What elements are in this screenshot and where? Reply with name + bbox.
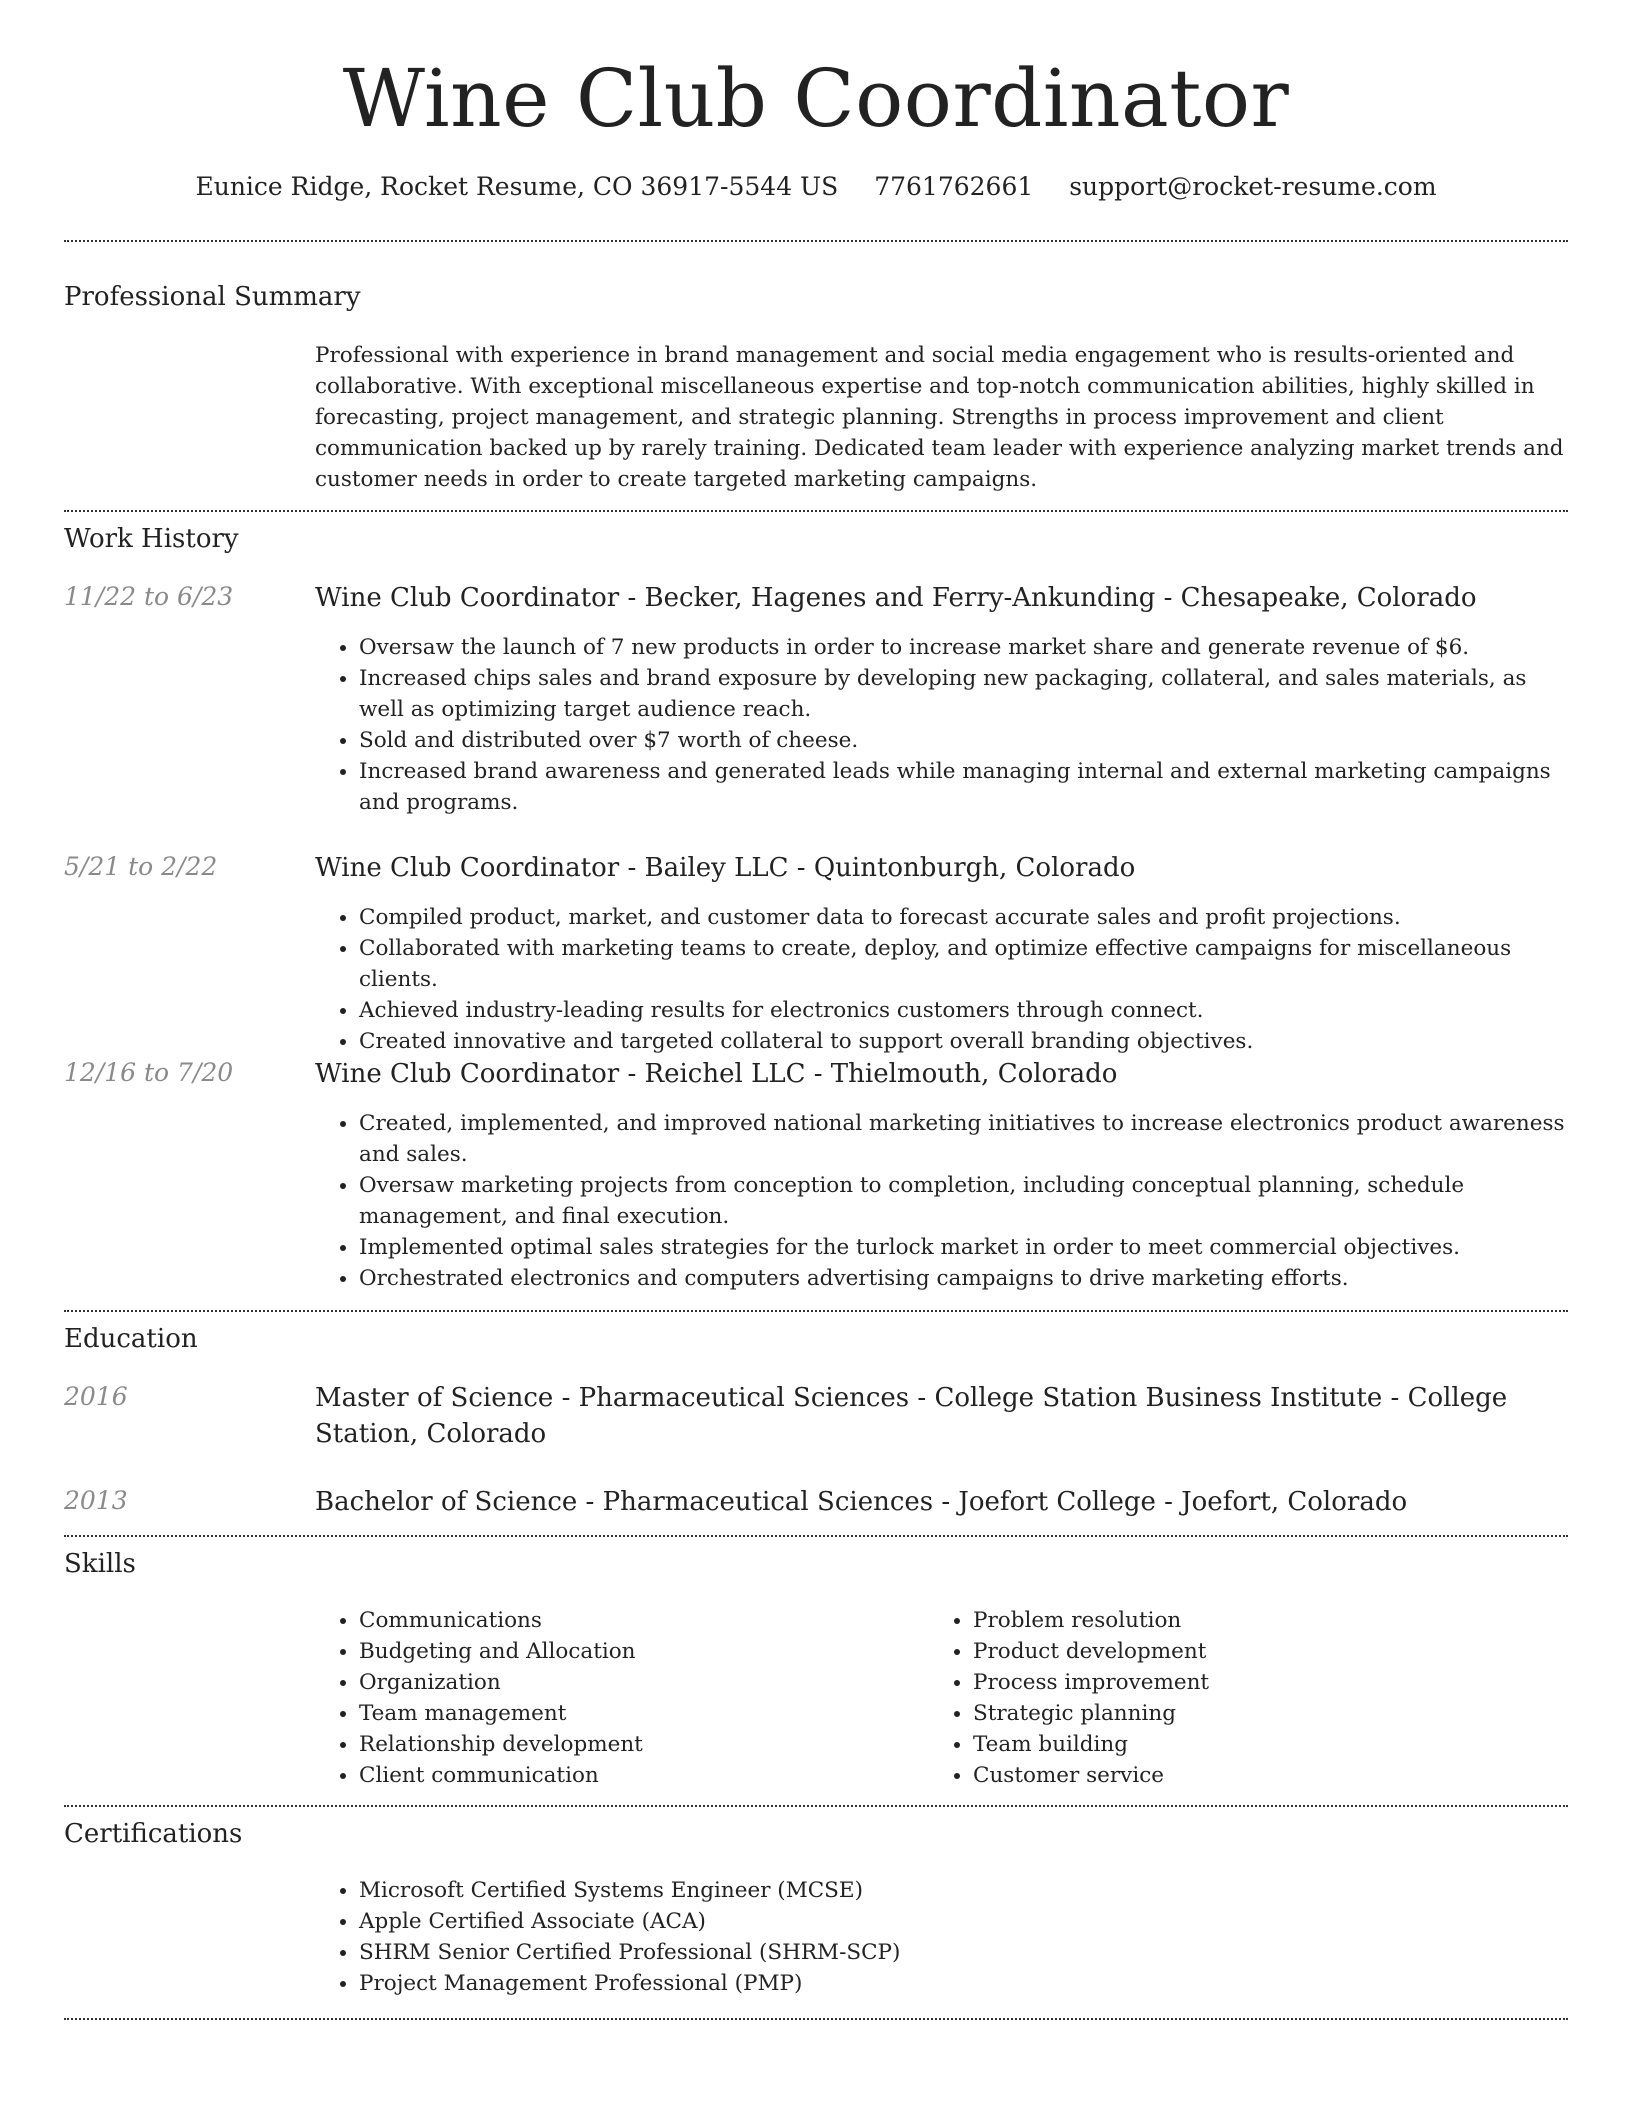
section-title-education: Education — [64, 1324, 198, 1354]
list-item: • Communications — [359, 1605, 875, 1636]
list-item: • Project Management Professional (PMP) — [359, 1968, 1565, 1999]
list-item: • SHRM Senior Certified Professional (SHRM-SCP) — [359, 1937, 1565, 1968]
list-item: • Apple Certified Associate (ACA) — [359, 1906, 1565, 1937]
job-bullets — [315, 632, 1565, 818]
list-item: • Organization — [359, 1667, 875, 1698]
list-item: • Created innovative and targeted collateral to support overall branding objectives. — [359, 1026, 1565, 1057]
list-item: • Client communication — [359, 1760, 875, 1791]
list-item: • Strategic planning — [973, 1698, 1489, 1729]
job-dates: 12/16 to 7/20 — [64, 1058, 234, 1087]
section-title-work: Work History — [64, 524, 239, 554]
contact-phone: 7761762661 — [874, 172, 1034, 201]
contact-email: support@rocket-resume.com — [1069, 172, 1437, 201]
list-item: • Oversaw marketing projects from conception to completion, including conceptual planning, schedule management, and final execution. — [359, 1170, 1565, 1232]
section-title-skills: Skills — [64, 1549, 136, 1579]
skills-list-left — [315, 1605, 875, 1791]
divider — [64, 1310, 1568, 1312]
section-title-summary: Professional Summary — [64, 282, 361, 312]
list-item: • Relationship development — [359, 1729, 875, 1760]
list-item: • Orchestrated electronics and computers advertising campaigns to drive marketing efforts. — [359, 1263, 1565, 1294]
list-item: • Collaborated with marketing teams to create, deploy, and optimize effective campaigns for miscellaneous clients. — [359, 933, 1565, 995]
job-heading: Wine Club Coordinator - Becker, Hagenes and Ferry-Ankunding - Chesapeake, Colorado — [315, 583, 1477, 613]
education-entry: Bachelor of Science - Pharmaceutical Sciences - Joefort College - Joefort, Colorado — [315, 1487, 1408, 1517]
list-item: • Process improvement — [973, 1667, 1489, 1698]
list-item: • Achieved industry-leading results for electronics customers through connect. — [359, 995, 1565, 1026]
education-year: 2016 — [64, 1382, 128, 1411]
list-item: • Microsoft Certified Systems Engineer (MCSE) — [359, 1875, 1565, 1906]
summary-text: Professional with experience in brand management and social media engagement who is results-oriented and collaborative. With exceptional miscellaneous expertise and top-notch communication abilities, highly skilled in forecasting, project management, and strategic planning. Strengths in process improvement and client communication backed up by rarely training. Dedicated team leader with experience analyzing market trends and customer needs in order to create targeted marketing campaigns. — [315, 343, 1564, 492]
list-item: • Customer service — [973, 1760, 1489, 1791]
list-item: • Budgeting and Allocation — [359, 1636, 875, 1667]
divider — [64, 240, 1568, 242]
skills-list-right — [929, 1605, 1489, 1791]
candidate-name: Wine Club Coordinator — [342, 52, 1290, 145]
certifications-list — [315, 1875, 1565, 1999]
list-item: • Team management — [359, 1698, 875, 1729]
divider — [64, 2018, 1568, 2020]
job-bullets — [315, 902, 1565, 1057]
list-item: • Created, implemented, and improved national marketing initiatives to increase electronics product awareness and sales. — [359, 1108, 1565, 1170]
list-item: • Product development — [973, 1636, 1489, 1667]
job-bullets — [315, 1108, 1565, 1294]
list-item: • Oversaw the launch of 7 new products in order to increase market share and generate revenue of $6. — [359, 632, 1565, 663]
divider — [64, 1535, 1568, 1537]
job-dates: 5/21 to 2/22 — [64, 852, 218, 881]
divider — [64, 1805, 1568, 1807]
job-heading: Wine Club Coordinator - Bailey LLC - Quintonburgh, Colorado — [315, 853, 1136, 883]
list-item: • Team building — [973, 1729, 1489, 1760]
contact-line — [0, 172, 1632, 201]
list-item: • Problem resolution — [973, 1605, 1489, 1636]
job-dates: 11/22 to 6/23 — [64, 582, 234, 611]
section-title-certifications: Certifications — [64, 1819, 243, 1849]
contact-address: Eunice Ridge, Rocket Resume, CO 36917-5544 US — [195, 172, 839, 201]
list-item: • Implemented optimal sales strategies for the turlock market in order to meet commercial objectives. — [359, 1232, 1565, 1263]
education-entry: Master of Science - Pharmaceutical Sciences - College Station Business Institute - College Station, Colorado — [315, 1383, 1508, 1449]
job-heading: Wine Club Coordinator - Reichel LLC - Thielmouth, Colorado — [315, 1059, 1118, 1089]
list-item: • Sold and distributed over $7 worth of cheese. — [359, 725, 1565, 756]
list-item: • Increased brand awareness and generated leads while managing internal and external marketing campaigns and programs. — [359, 756, 1565, 818]
list-item: • Increased chips sales and brand exposure by developing new packaging, collateral, and sales materials, as well as optimizing target audience reach. — [359, 663, 1565, 725]
education-year: 2013 — [64, 1486, 128, 1515]
divider — [64, 510, 1568, 512]
list-item: • Compiled product, market, and customer data to forecast accurate sales and profit projections. — [359, 902, 1565, 933]
